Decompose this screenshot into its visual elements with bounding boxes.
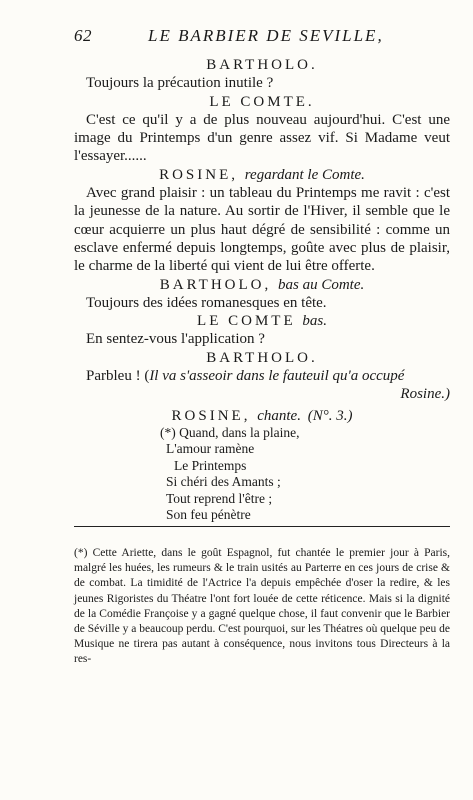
- line-bartholo-3: [74, 367, 450, 385]
- speaker-comte-1: LE COMTE.: [209, 93, 315, 110]
- stage-direction-end: Rosine.): [400, 386, 450, 403]
- song-line: Son feu pénètre: [166, 507, 251, 523]
- line-bartholo-1: Toujours la précaution inutile ?: [86, 75, 274, 92]
- stage-direction: regardant le Comte.: [244, 166, 365, 183]
- speaker-name: BARTHOLO,: [159, 276, 272, 293]
- speaker-bartholo-2: [74, 276, 450, 294]
- stage-direction: Il va s'asseoir dans le fauteuil qu'a occupé: [149, 368, 405, 385]
- speaker-name: ROSINE,: [159, 166, 239, 183]
- song-line: Tout reprend l'être ;: [166, 490, 273, 506]
- running-title: LE BARBIER DE SEVILLE,: [148, 26, 384, 45]
- speaker-bartholo-1: BARTHOLO.: [206, 57, 318, 73]
- footnote-separator: [74, 526, 450, 527]
- text-rosine-1: Avec grand plaisir : un tableau du Printemps me ravit : c'est la jeunesse de la nature. Au sortir de l'Hiver, il semble que le cœur acquierre un plus haut dégré de sensibilité : comme un esclave enfermé depuis longtemps, goûte avec plus de plaisir, le charme de la liberté qui vient de lui être offerte.: [74, 185, 450, 275]
- song-number: (N°. 3.): [307, 407, 353, 424]
- line-bartholo-2: Toujours des idées romanesques en tête.: [86, 294, 327, 311]
- speaker-rosine-1: [74, 166, 450, 184]
- stage-direction: bas.: [302, 313, 327, 330]
- speaker-comte-2: [74, 312, 450, 330]
- stage-direction: bas au Comte.: [278, 276, 365, 293]
- speaker-name: ROSINE,: [171, 407, 251, 424]
- footnote: (*) Cette Ariette, dans le goût Espagnol, fut chantée le premier jour à Paris, malgré les huées, les rumeurs & le train usités au Parterre en ces jours de crise & de combat. La timidité de l'Actrice l'a depuis empêchée d'oser la redire, & les jeunes Rigoristes du Théatre l'ont fort louée de cette réticence. Mais si la dignité de la Comédie Françoise y a gagné quelque chose, il faut convenir que le Barbier de Séville y a beaucoup perdu. C'est pourquoi, sur les Théatres où quelque peu de Musique ne tirera pas autant à conséquence, nous invitons tous Directeurs à la res-: [74, 547, 450, 666]
- speaker-name: LE COMTE: [197, 313, 296, 330]
- speaker-rosine-2: [74, 407, 450, 425]
- song-line: L'amour ramène: [166, 441, 255, 457]
- song-line: Le Printemps: [174, 457, 247, 473]
- song-line: (*) Quand, dans la plaine,: [160, 424, 300, 440]
- song-lyrics: [160, 425, 450, 524]
- main-text: [74, 56, 450, 524]
- line-start: Parbleu ! (: [86, 368, 150, 385]
- song-line: Si chéri des Amants ;: [166, 474, 281, 490]
- line-comte-2: En sentez-vous l'application ?: [86, 331, 265, 348]
- page-number: 62: [74, 26, 92, 45]
- speaker-bartholo-3: BARTHOLO.: [206, 349, 318, 366]
- stage-direction: chante.: [257, 407, 301, 424]
- text-comte-1: C'est ce qu'il y a de plus nouveau aujourd'hui. C'est une image du Printemps d'un genre assez vif. Si Madame veut l'essayer......: [74, 111, 450, 165]
